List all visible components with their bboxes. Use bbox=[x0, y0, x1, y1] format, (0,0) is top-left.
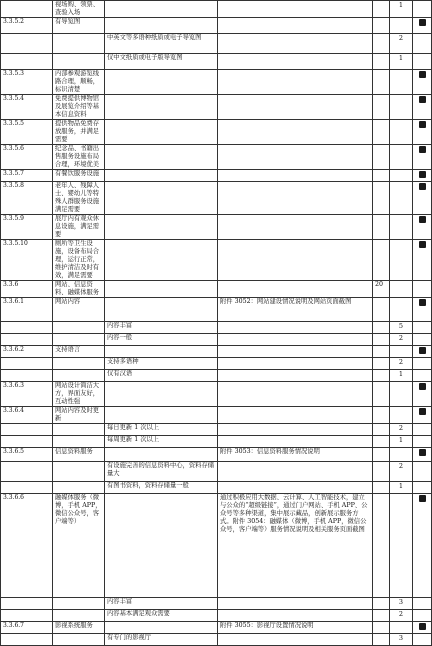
evidence-note: 通过积极应用大数据、云计算、人工智能技术，建立与公众的“超级链接”，通过门户网站、手机 APP、公众号等多种渠道，集中展示藏品，创新展示服务方式。附件 3054：融媒体（微博，手机 APP，微信公众号，客户端等）服务情况说明及相关服务页面截图 bbox=[218, 494, 373, 598]
item-title bbox=[53, 482, 105, 494]
table-row bbox=[1, 382, 432, 407]
table-row bbox=[1, 120, 432, 145]
evidence-note bbox=[218, 54, 373, 70]
item-code bbox=[1, 462, 53, 482]
check-mark bbox=[413, 18, 432, 34]
check-mark bbox=[413, 34, 432, 54]
table-row bbox=[1, 622, 432, 634]
evidence-note bbox=[218, 436, 373, 448]
check-mark bbox=[413, 482, 432, 494]
evidence-note bbox=[218, 170, 373, 182]
checkbox-mark-icon bbox=[419, 383, 426, 390]
item-detail bbox=[105, 145, 218, 170]
item-code bbox=[1, 424, 53, 436]
check-mark bbox=[413, 494, 432, 598]
item-code bbox=[1, 436, 53, 448]
check-mark bbox=[413, 322, 432, 334]
points-value bbox=[390, 346, 413, 358]
evidence-note bbox=[218, 334, 373, 346]
score-value bbox=[373, 34, 390, 54]
item-detail bbox=[105, 281, 218, 298]
check-mark bbox=[413, 145, 432, 170]
evidence-note bbox=[218, 281, 373, 298]
score-value bbox=[373, 120, 390, 145]
check-mark bbox=[413, 610, 432, 622]
evidence-note bbox=[218, 382, 373, 407]
score-value bbox=[373, 240, 390, 281]
checkbox-mark-icon bbox=[419, 216, 426, 223]
item-code: 3.3.6.2 bbox=[1, 346, 53, 358]
checkbox-mark-icon bbox=[419, 96, 426, 103]
item-detail bbox=[105, 95, 218, 120]
table-row bbox=[1, 634, 432, 646]
evidence-note: 附件 3055：影视厅设置情况说明 bbox=[218, 622, 373, 634]
check-mark bbox=[413, 407, 432, 424]
score-value bbox=[373, 494, 390, 598]
item-code bbox=[1, 54, 53, 70]
table-row bbox=[1, 95, 432, 120]
item-code bbox=[1, 1, 53, 18]
item-code bbox=[1, 482, 53, 494]
item-detail: 中英文等多语种纸质或电子导览图 bbox=[105, 34, 218, 54]
item-code: 3.3.5.9 bbox=[1, 215, 53, 240]
evidence-note bbox=[218, 182, 373, 215]
evidence-note bbox=[218, 145, 373, 170]
evidence-note bbox=[218, 610, 373, 622]
points-value bbox=[390, 182, 413, 215]
score-value bbox=[373, 448, 390, 462]
check-mark bbox=[413, 382, 432, 407]
check-mark bbox=[413, 448, 432, 462]
item-code bbox=[1, 34, 53, 54]
check-mark bbox=[413, 298, 432, 322]
item-detail bbox=[105, 346, 218, 358]
checkbox-mark-icon bbox=[419, 449, 426, 456]
item-title: 视场购、领票、查验入场 bbox=[53, 1, 105, 18]
checkbox-mark-icon bbox=[419, 146, 426, 153]
item-detail: 每周更新 1 次以上 bbox=[105, 436, 218, 448]
item-title bbox=[53, 370, 105, 382]
evidence-note bbox=[218, 1, 373, 18]
item-title bbox=[53, 34, 105, 54]
score-value bbox=[373, 634, 390, 646]
item-code: 3.3.5.4 bbox=[1, 95, 53, 120]
item-title bbox=[53, 634, 105, 646]
score-value bbox=[373, 54, 390, 70]
score-value bbox=[373, 215, 390, 240]
item-detail: 有图书资料，资料存储量一般 bbox=[105, 482, 218, 494]
points-value: 5 bbox=[390, 322, 413, 334]
check-mark bbox=[413, 170, 432, 182]
check-mark bbox=[413, 334, 432, 346]
table-row bbox=[1, 322, 432, 334]
points-value: 2 bbox=[390, 610, 413, 622]
item-code bbox=[1, 358, 53, 370]
checkbox-mark-icon bbox=[419, 495, 426, 502]
evidence-note bbox=[218, 634, 373, 646]
evidence-note bbox=[218, 358, 373, 370]
item-title: 网站、信息资料、融媒体服务 bbox=[53, 281, 105, 298]
table-row bbox=[1, 610, 432, 622]
check-mark bbox=[413, 54, 432, 70]
check-mark bbox=[413, 436, 432, 448]
points-value bbox=[390, 170, 413, 182]
table-row bbox=[1, 18, 432, 34]
evidence-note bbox=[218, 240, 373, 281]
table-row bbox=[1, 346, 432, 358]
score-value bbox=[373, 18, 390, 34]
points-value bbox=[390, 95, 413, 120]
item-title: 提供物品免费存放服务，并满足需要 bbox=[53, 120, 105, 145]
checkbox-mark-icon bbox=[419, 299, 426, 306]
item-code bbox=[1, 598, 53, 610]
item-detail bbox=[105, 382, 218, 407]
score-value bbox=[373, 170, 390, 182]
score-value bbox=[373, 407, 390, 424]
points-value: 2 bbox=[390, 34, 413, 54]
score-value bbox=[373, 358, 390, 370]
points-value bbox=[390, 215, 413, 240]
item-title: 厕所等卫生设施，设备布局合理，运行正常，维护清洁及时有效，满足需要 bbox=[53, 240, 105, 281]
item-code bbox=[1, 634, 53, 646]
item-detail: 有专门的影视厅 bbox=[105, 634, 218, 646]
item-detail: 有设施完善的信息资料中心，资料存储量大 bbox=[105, 462, 218, 482]
item-detail bbox=[105, 240, 218, 281]
score-value bbox=[373, 95, 390, 120]
item-detail: 内容一般 bbox=[105, 334, 218, 346]
checkbox-mark-icon bbox=[419, 171, 426, 178]
item-title: 网站内容 bbox=[53, 298, 105, 322]
checkbox-mark-icon bbox=[419, 347, 426, 354]
item-title bbox=[53, 54, 105, 70]
table-row bbox=[1, 54, 432, 70]
check-mark bbox=[413, 424, 432, 436]
evidence-note: 附件 3053：信息资料服务情况说明 bbox=[218, 448, 373, 462]
check-mark bbox=[413, 281, 432, 298]
points-value bbox=[390, 70, 413, 95]
points-value bbox=[390, 494, 413, 598]
item-detail bbox=[105, 182, 218, 215]
points-value bbox=[390, 382, 413, 407]
table-row bbox=[1, 281, 432, 298]
item-detail: 内容丰富 bbox=[105, 322, 218, 334]
item-detail bbox=[105, 448, 218, 462]
points-value: 3 bbox=[390, 634, 413, 646]
item-title bbox=[53, 322, 105, 334]
item-detail: 内容基本满足观众需要 bbox=[105, 610, 218, 622]
evidence-note bbox=[218, 424, 373, 436]
check-mark bbox=[413, 358, 432, 370]
item-title: 信息资料服务 bbox=[53, 448, 105, 462]
score-value bbox=[373, 1, 390, 18]
points-value bbox=[390, 18, 413, 34]
table-row bbox=[1, 1, 432, 18]
item-title: 老年人、残障人士、婴幼儿等特殊人群服务设施满足需要 bbox=[53, 182, 105, 215]
check-mark bbox=[413, 95, 432, 120]
item-detail bbox=[105, 1, 218, 18]
checkbox-mark-icon bbox=[419, 408, 426, 415]
evidence-note bbox=[218, 346, 373, 358]
checkbox-mark-icon bbox=[419, 71, 426, 78]
item-detail: 内容丰富 bbox=[105, 598, 218, 610]
item-detail bbox=[105, 622, 218, 634]
evidence-note: 附件 3052：网站建设情况说明及网站页面截图 bbox=[218, 298, 373, 322]
item-code: 3.3.6.3 bbox=[1, 382, 53, 407]
table-row bbox=[1, 170, 432, 182]
checkbox-mark-icon bbox=[419, 19, 426, 26]
points-value: 2 bbox=[390, 358, 413, 370]
check-mark bbox=[413, 240, 432, 281]
item-title: 展厅内有观众休息设施，满足需要 bbox=[53, 215, 105, 240]
check-mark bbox=[413, 598, 432, 610]
item-code: 3.3.6 bbox=[1, 281, 53, 298]
check-mark bbox=[413, 215, 432, 240]
score-value bbox=[373, 298, 390, 322]
points-value bbox=[390, 407, 413, 424]
item-title bbox=[53, 334, 105, 346]
item-title: 支持语言 bbox=[53, 346, 105, 358]
table-row bbox=[1, 298, 432, 322]
item-code: 3.3.6.4 bbox=[1, 407, 53, 424]
item-code: 3.3.6.6 bbox=[1, 494, 53, 598]
checkbox-mark-icon bbox=[419, 121, 426, 128]
item-title: 融媒体服务（微博，手机 APP，微信公众号，客户端等） bbox=[53, 494, 105, 598]
table-row bbox=[1, 424, 432, 436]
item-code bbox=[1, 610, 53, 622]
check-mark bbox=[413, 70, 432, 95]
item-title bbox=[53, 610, 105, 622]
evidence-note bbox=[218, 95, 373, 120]
score-value bbox=[373, 145, 390, 170]
score-value bbox=[373, 346, 390, 358]
check-mark bbox=[413, 182, 432, 215]
table-row bbox=[1, 145, 432, 170]
item-detail bbox=[105, 215, 218, 240]
table-row bbox=[1, 462, 432, 482]
item-detail: 每日更新 1 次以上 bbox=[105, 424, 218, 436]
score-value: 20 bbox=[373, 281, 390, 298]
item-code bbox=[1, 322, 53, 334]
item-code: 3.3.5.2 bbox=[1, 18, 53, 34]
item-detail bbox=[105, 18, 218, 34]
item-title bbox=[53, 462, 105, 482]
item-code bbox=[1, 334, 53, 346]
check-mark bbox=[413, 634, 432, 646]
score-value bbox=[373, 462, 390, 482]
score-value bbox=[373, 70, 390, 95]
evidence-note bbox=[218, 18, 373, 34]
points-value bbox=[390, 240, 413, 281]
points-value: 3 bbox=[390, 598, 413, 610]
item-title: 网站设计简洁大方，界面友好，互动性强 bbox=[53, 382, 105, 407]
item-detail: 支持多语种 bbox=[105, 358, 218, 370]
table-row bbox=[1, 370, 432, 382]
checkbox-mark-icon bbox=[419, 183, 426, 190]
table-row bbox=[1, 34, 432, 54]
item-title: 内部参观游览线路合理，顺畅，标识清楚 bbox=[53, 70, 105, 95]
item-code: 3.3.5.5 bbox=[1, 120, 53, 145]
item-code: 3.3.5.10 bbox=[1, 240, 53, 281]
item-code bbox=[1, 370, 53, 382]
check-mark bbox=[413, 120, 432, 145]
table-row bbox=[1, 334, 432, 346]
item-detail bbox=[105, 494, 218, 598]
item-code: 3.3.5.6 bbox=[1, 145, 53, 170]
score-value bbox=[373, 322, 390, 334]
item-detail bbox=[105, 120, 218, 145]
table-row bbox=[1, 70, 432, 95]
item-title: 纪念品、书籍出售服务设施布局合理，环境优美 bbox=[53, 145, 105, 170]
points-value: 2 bbox=[390, 334, 413, 346]
table-row bbox=[1, 598, 432, 610]
points-value: 1 bbox=[390, 370, 413, 382]
item-code: 3.3.5.8 bbox=[1, 182, 53, 215]
item-title: 有导览图 bbox=[53, 18, 105, 34]
points-value bbox=[390, 448, 413, 462]
table-row bbox=[1, 358, 432, 370]
item-title bbox=[53, 358, 105, 370]
item-title: 网站内容及时更新 bbox=[53, 407, 105, 424]
score-value bbox=[373, 598, 390, 610]
item-title: 有餐饮服务设施 bbox=[53, 170, 105, 182]
check-mark bbox=[413, 346, 432, 358]
points-value: 1 bbox=[390, 482, 413, 494]
item-title: 影视系统服务 bbox=[53, 622, 105, 634]
points-value: 1 bbox=[390, 1, 413, 18]
evidence-note bbox=[218, 462, 373, 482]
check-mark bbox=[413, 462, 432, 482]
points-value bbox=[390, 298, 413, 322]
check-mark bbox=[413, 370, 432, 382]
table-row bbox=[1, 494, 432, 598]
points-value bbox=[390, 120, 413, 145]
score-value bbox=[373, 370, 390, 382]
score-value bbox=[373, 622, 390, 634]
table-row bbox=[1, 215, 432, 240]
score-value bbox=[373, 610, 390, 622]
score-value bbox=[373, 424, 390, 436]
item-detail bbox=[105, 70, 218, 95]
evidence-note bbox=[218, 407, 373, 424]
score-value bbox=[373, 436, 390, 448]
item-title bbox=[53, 436, 105, 448]
score-value bbox=[373, 482, 390, 494]
item-title: 免费提供博物馆及展览介绍等基本信息资料 bbox=[53, 95, 105, 120]
points-value: 1 bbox=[390, 54, 413, 70]
points-value: 2 bbox=[390, 462, 413, 482]
check-mark bbox=[413, 622, 432, 634]
evidence-note bbox=[218, 370, 373, 382]
item-detail bbox=[105, 407, 218, 424]
evidence-note bbox=[218, 34, 373, 54]
table-row bbox=[1, 182, 432, 215]
evidence-note bbox=[218, 215, 373, 240]
item-title bbox=[53, 424, 105, 436]
table-row bbox=[1, 448, 432, 462]
table-row bbox=[1, 436, 432, 448]
evidence-note bbox=[218, 70, 373, 95]
score-value bbox=[373, 334, 390, 346]
points-value: 1 bbox=[390, 436, 413, 448]
evidence-note bbox=[218, 120, 373, 145]
item-detail: 仅有汉语 bbox=[105, 370, 218, 382]
check-mark bbox=[413, 1, 432, 18]
item-code: 3.3.5.7 bbox=[1, 170, 53, 182]
points-value bbox=[390, 281, 413, 298]
item-detail bbox=[105, 298, 218, 322]
item-detail bbox=[105, 170, 218, 182]
points-value: 2 bbox=[390, 424, 413, 436]
table-row bbox=[1, 407, 432, 424]
evidence-note bbox=[218, 598, 373, 610]
score-value bbox=[373, 182, 390, 215]
score-value bbox=[373, 382, 390, 407]
points-value bbox=[390, 622, 413, 634]
item-title bbox=[53, 598, 105, 610]
item-code: 3.3.6.7 bbox=[1, 622, 53, 634]
table-row bbox=[1, 482, 432, 494]
evidence-note bbox=[218, 322, 373, 334]
evidence-note bbox=[218, 482, 373, 494]
item-code: 3.3.6.5 bbox=[1, 448, 53, 462]
points-value bbox=[390, 145, 413, 170]
table-row bbox=[1, 240, 432, 281]
checkbox-mark-icon bbox=[419, 241, 426, 248]
item-code: 3.3.5.3 bbox=[1, 70, 53, 95]
item-code: 3.3.6.1 bbox=[1, 298, 53, 322]
item-detail: 仅中文纸质或电子版导览图 bbox=[105, 54, 218, 70]
checkbox-mark-icon bbox=[419, 623, 426, 630]
